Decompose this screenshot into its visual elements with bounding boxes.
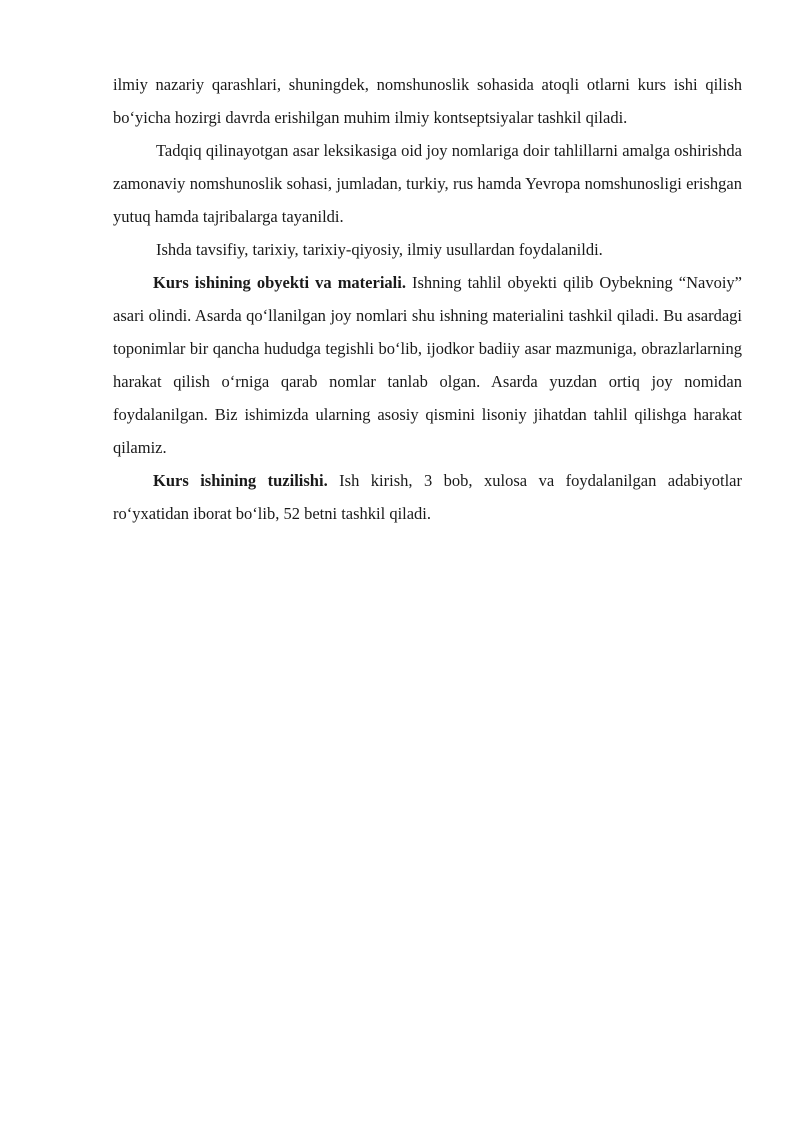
paragraph-methods (113, 233, 742, 266)
paragraph-intro-continued (113, 68, 742, 134)
paragraph-heading: Kurs ishining tuzilishi. (153, 471, 328, 490)
document-page (113, 68, 742, 530)
paragraph-text: Ishning tahlil obyekti qilib Oybekning “Navoiy” asari olindi. Asarda qoʻllanilgan joy nomlari shu ishning materialini tashkil qiladi. Bu asardagi toponimlar bir qancha hududga tegishli boʻlib, ijodkor badiiy asar mazmuniga, obrazlarlarning harakat qilish oʻrniga qarab nomlar tanlab olgan. Asarda yuzdan ortiq joy nomidan foydalanilgan. Biz ishimizda ularning asosiy qismini lisoniy jihatdan tahlil qilishga harakat qilamiz. (113, 273, 742, 457)
paragraph-research-basis (113, 134, 742, 233)
paragraph-object-material (113, 266, 742, 464)
paragraph-heading: Kurs ishining obyekti va materiali. (153, 273, 406, 292)
paragraph-text: Tadqiq qilinayotgan asar leksikasiga oid joy nomlariga doir tahlillarni amalga oshirishda zamonaviy nomshunoslik sohasi, jumladan, turkiy, rus hamda Yevropa nomshunosligi erishgan yutuq hamda tajribalarga tayanildi. (113, 141, 742, 226)
paragraph-text: Ish kirish, 3 bob, xulosa va foydalanilgan adabiyotlar roʻyxatidan iborat boʻlib, 52 betni tashkil qiladi. (113, 471, 743, 523)
paragraph-text: Ishda tavsifiy, tarixiy, tarixiy-qiyosiy, ilmiy usullardan foydalanildi. (156, 240, 603, 259)
paragraph-structure (113, 464, 742, 530)
paragraph-text: ilmiy nazariy qarashlari, shuningdek, nomshunoslik sohasida atoqli otlarni kurs ishi qilish boʻyicha hozirgi davrda erishilgan muhim ilmiy kontseptsiyalar tashkil qiladi. (113, 75, 742, 127)
